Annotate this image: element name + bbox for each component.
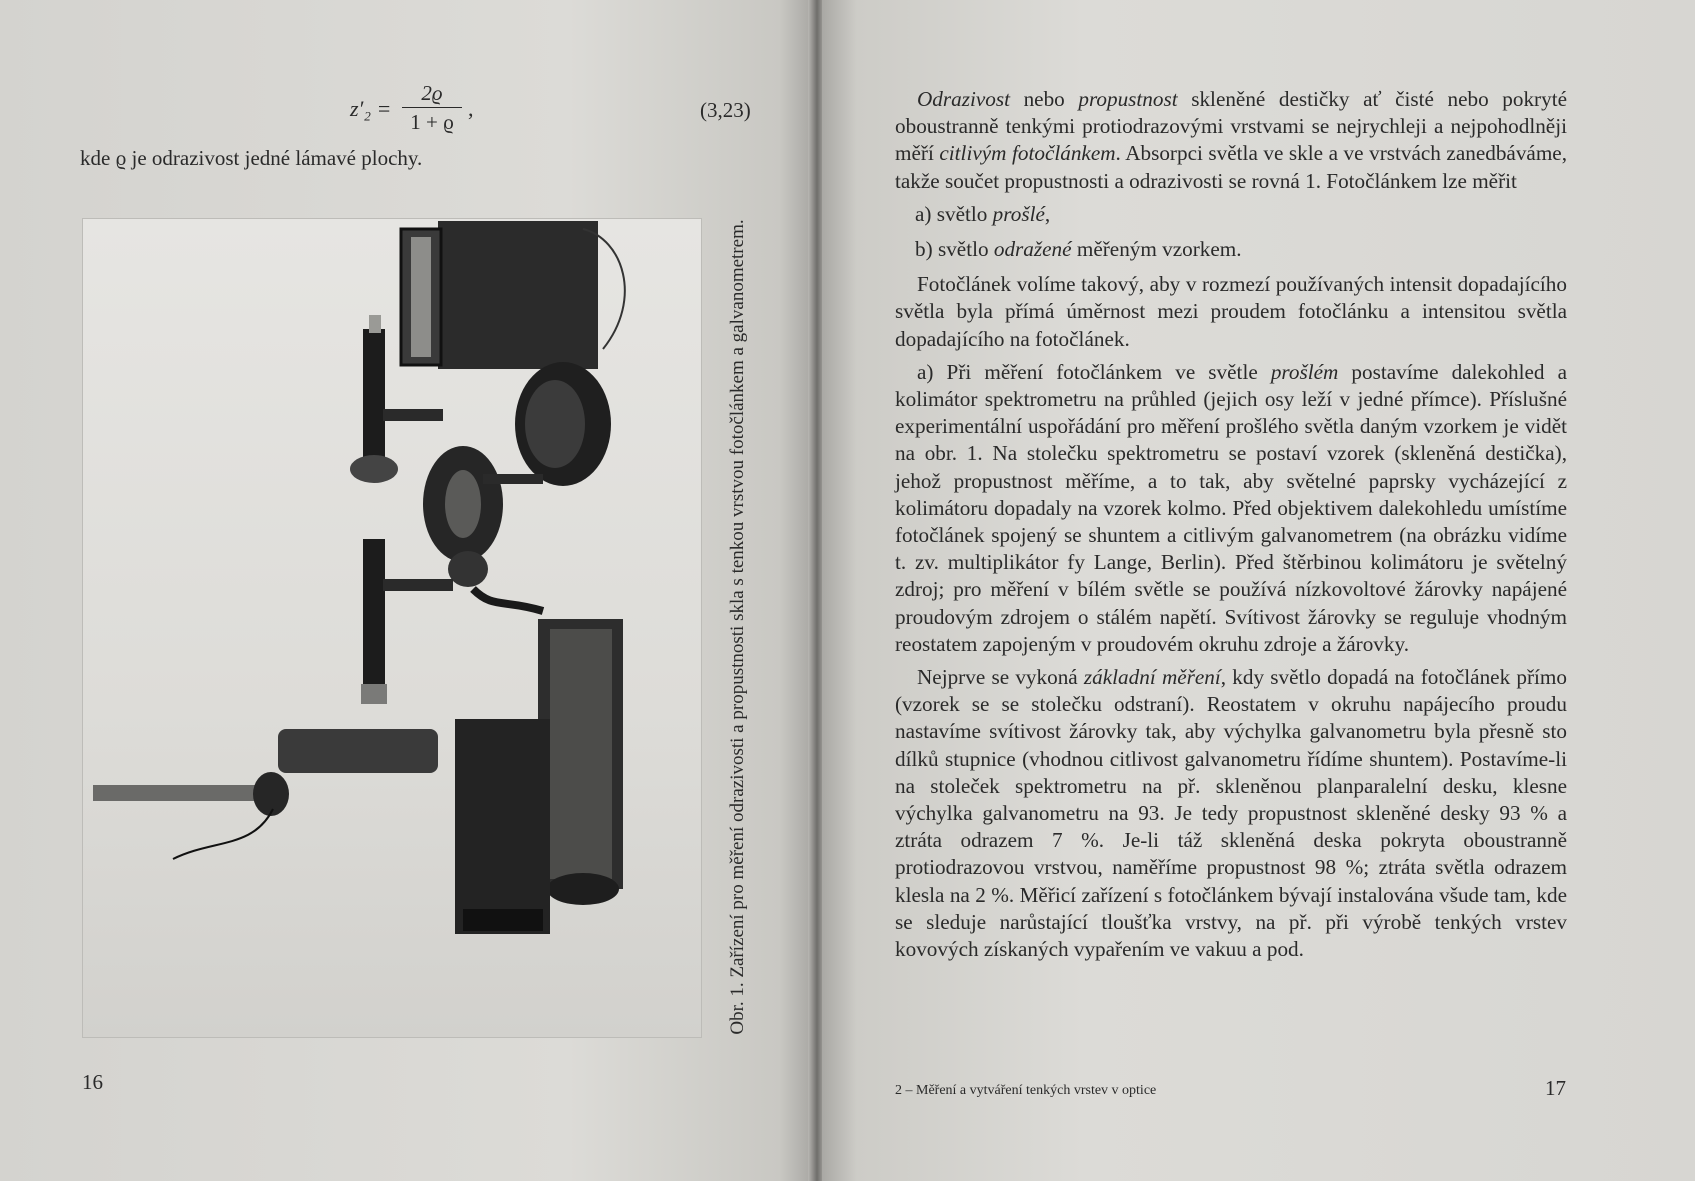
telescope-tube xyxy=(363,329,385,469)
sample-holder xyxy=(448,551,488,587)
formula-lhs: z′₂ = xyxy=(350,96,392,121)
formula xyxy=(350,78,510,138)
text-run: postavíme dalekohled a kolimátor spektrometru na průhled (jejich osy leží v jedné přímce). Příslušné experimentální uspořádání pro měření prošlého světla daným vzorkem je vidět na obr. 1. Na stolečku spektrometru se postaví vzorek (skleněná destička), jehož propustnost měříme, a to tak, aby světelné paprsky vycházející z kolimátoru dopadaly na vzorek kolmo. Před objektivem dalekohledu umístíme fotočlánek spojený se shuntem a citlivým galvanometrem (na obrázku vidíme t. zv. multiplikátor fy Lange, Berlin). Před štěrbinou kolimátoru je světelný zdroj; pro měření v bílém světle se používá nízkovoltové žárovky napájené proudovým zdrojem o stálém napětí. Svítivost žárovky se reguluje vhodným reostatem zapojeným v proudovém okruhu zdroje a žárovky. xyxy=(895,359,1568,656)
emphasized-text: prošlém xyxy=(1270,359,1339,384)
text-run: . Absorpci světla ve skle a ve vrstvách zanedbáváme, takže součet propustnosti a odrazivosti se rovná 1. Fotočlánkem lze měřit xyxy=(895,141,1567,193)
rheostat-knob xyxy=(547,873,619,905)
rheostat-coil xyxy=(550,629,612,879)
emphasized-text: odražené xyxy=(993,237,1072,262)
dial-face xyxy=(525,380,585,468)
scale-window xyxy=(411,237,431,357)
text-run: Nejprve se vykoná xyxy=(917,665,1084,690)
table-center xyxy=(445,470,481,538)
figure-caption-area xyxy=(718,218,758,1036)
formula-comma: , xyxy=(468,96,474,121)
lamp-mount xyxy=(253,772,289,816)
formula-denominator: 1 + ϱ xyxy=(410,110,454,134)
apparatus-photo xyxy=(82,218,702,1038)
text-run: skleněné destičky ať čisté nebo pokryté oboustranně tenkými protiodrazovými vrstvami se nejrychleji a nejpohodlněji měří xyxy=(895,87,1567,166)
collimator-slit xyxy=(361,684,387,704)
emphasized-text: Odrazivost xyxy=(917,87,1010,111)
paragraph xyxy=(895,86,1567,195)
emphasized-text: propustnost xyxy=(1078,87,1178,111)
running-footer: 2 – Měření a vytváření tenkých vrstev v optice xyxy=(895,1083,1157,1098)
figure-caption: Obr. 1. Zařízení pro měření odrazivosti a propustnosti skla s tenkou vrstvou fotočlánkem a galvanometrem. xyxy=(727,219,748,1035)
formula-fraction xyxy=(402,80,462,135)
telescope-cap xyxy=(369,315,381,333)
apparatus-illustration xyxy=(83,219,701,1037)
list-item-b xyxy=(895,236,1567,263)
equation-number: (3,23) xyxy=(700,98,751,122)
emphasized-text: základní měření xyxy=(1083,665,1221,690)
lamp-cable xyxy=(173,809,273,859)
paragraph xyxy=(895,664,1567,963)
collimator-tube xyxy=(363,539,385,689)
telescope-eyepiece xyxy=(350,455,398,483)
page-number-right: 17 xyxy=(1545,1076,1566,1100)
right-page-text xyxy=(895,86,1567,969)
where-text: kde ϱ je odrazivost jedné lámavé plochy. xyxy=(80,146,423,170)
text-run: měřeným vzorkem. xyxy=(1071,237,1242,262)
list-item-a xyxy=(895,201,1567,228)
formula-numerator: 2ϱ xyxy=(421,81,443,105)
text-run: nebo xyxy=(1010,87,1079,111)
text-run: , xyxy=(1044,201,1051,226)
collimator-arm xyxy=(383,579,453,591)
support-bar xyxy=(473,589,543,611)
text-run: a) světlo xyxy=(915,201,993,226)
emphasized-text: prošlé xyxy=(992,201,1045,226)
text-run: Fotočlánek volíme takový, aby v rozmezí používaných intensit dopadajícího světla byla přímá úměrnost mezi proudem fotočlánku a intensitou světla dopadajícího na fotočlánek. xyxy=(895,272,1567,351)
paragraph xyxy=(895,271,1567,353)
power-supply-box xyxy=(455,719,550,934)
telescope-arm xyxy=(383,409,443,421)
table-arm xyxy=(483,474,543,484)
text-run: a) Při měření fotočlánkem ve světle xyxy=(917,359,1271,384)
left-page xyxy=(0,0,812,1181)
power-supply-base xyxy=(463,909,543,931)
text-run: b) světlo xyxy=(915,237,994,262)
page-number-left: 16 xyxy=(82,1070,103,1094)
galvanometer-box xyxy=(438,221,598,369)
emphasized-text: citlivým fotočlánkem xyxy=(939,141,1116,166)
text-run: , kdy světlo dopadá na fotočlánek přímo (vzorek se se stolečku odstraní). Reostatem v okruhu napájecího proudu nastavíme svítivost žárovky tak, aby výchylka galvanometru byla přesně sto dílků stupnice (vhodnou citlivost galvanometru řídíme shuntem). Postavíme-li na stoleček spektrometru na př. skleněnou planparalelní desku, klesne výchylka galvanometru na 93. Je tedy propustnost skleněné desky 93 % a ztráta odrazem 7 %. Je-li táž skleněná deska pokryta oboustranně protiodrazovou vrstvou, naměříme propustnost 98 %; ztráta světla odrazem klesla na 2 %. Měřicí zařízení s fotočlánkem bývají instalována všude tam, kde se sleduje narůstající tloušťka vrstvy, na př. při výrobě tenkých vrstev kovových získaných vypařením ve vakuu a pod. xyxy=(895,665,1567,962)
lamp-housing xyxy=(278,729,438,773)
paragraph xyxy=(895,359,1567,658)
fraction-bar xyxy=(402,107,462,108)
